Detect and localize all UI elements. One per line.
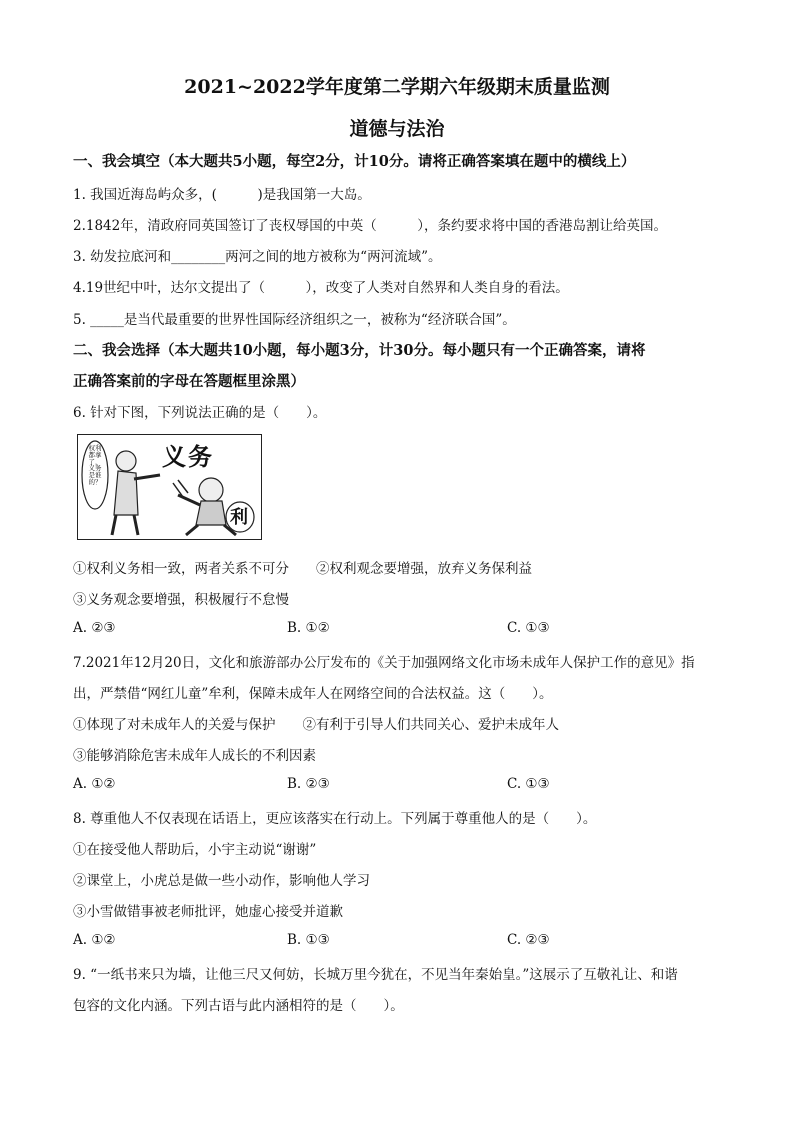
subject-title: 道德与法治 (349, 118, 445, 140)
question-9-stem-line2: 包容的文化内涵。下列古语与此内涵相符的是（ ）。 (73, 998, 404, 1014)
rights-duties-cartoon (77, 434, 262, 540)
bubble-text: 权利都拿了，义务是谁的？ (88, 444, 102, 486)
question-7-statement-1: ①体现了对未成年人的关爱与保护 ②有利于引导人们共同关心、爱护未成年人 (73, 717, 559, 733)
right-man-head (199, 478, 223, 502)
question-7-option-c[interactable]: C. ①③ (507, 776, 550, 792)
cartoon-word-duty: 义务 (162, 442, 214, 471)
question-8-option-c[interactable]: C. ②③ (507, 932, 550, 948)
section2-heading-line2: 正确答案前的字母在答题框里涂黑） (73, 373, 305, 390)
question-7-option-a[interactable]: A. ①② (73, 776, 116, 792)
question-7-stem-line1: 7.2021年12月20日，文化和旅游部办公厅发布的《关于加强网络文化市场未成年人保护工作的意见》指 (73, 655, 695, 671)
question-8-statement-3: ③小雪做错事被老师批评，她虚心接受并道歉 (73, 904, 343, 920)
left-man-head (116, 451, 136, 471)
exam-title: 2021~2022学年度第二学期六年级期末质量监测 (184, 76, 610, 98)
section2-heading-line1: 二、我会选择（本大题共10小题，每小题3分，计30分。每小题只有一个正确答案，请将 (73, 342, 646, 359)
question-7-option-b[interactable]: B. ②③ (287, 776, 330, 792)
question-8-statement-1: ①在接受他人帮助后，小宇主动说“谢谢” (73, 842, 317, 858)
question-7-statement-2: ③能够消除危害未成年人成长的不利因素 (73, 748, 316, 764)
question-3: 3. 幼发拉底河和________两河之间的地方被称为“两河流域”。 (73, 249, 442, 265)
question-8-statement-2: ②课堂上，小虎总是做一些小动作，影响他人学习 (73, 873, 370, 889)
question-6-option-c[interactable]: C. ①③ (507, 620, 550, 636)
question-8-stem: 8. 尊重他人不仅表现在话语上，更应该落实在行动上。下列属于尊重他人的是（ ）。 (73, 811, 597, 827)
question-8-option-b[interactable]: B. ①③ (287, 932, 330, 948)
question-6-stem: 6. 针对下图，下列说法正确的是（ ）。 (73, 405, 327, 421)
question-6-option-b[interactable]: B. ①② (287, 620, 330, 636)
question-4: 4.19世纪中叶，达尔文提出了（ ），改变了人类对自然界和人类自身的看法。 (73, 280, 569, 296)
question-6-option-a[interactable]: A. ②③ (73, 620, 116, 636)
cartoon-word-right: 利 (230, 507, 248, 528)
section1-heading: 一、我会填空（本大题共5小题，每空2分，计10分。请将正确答案填在题中的横线上） (73, 153, 636, 170)
question-1: 1. 我国近海岛屿众多，( )是我国第一大岛。 (73, 187, 371, 203)
question-6-statement-1: ①权利义务相一致，两者关系不可分 ②权利观念要增强，放弃义务保利益 (73, 561, 532, 577)
question-9-stem-line1: 9. “一纸书来只为墙，让他三尺又何妨，长城万里今犹在，不见当年秦始皇。”这展示了互敬礼让、和谐 (73, 967, 678, 983)
question-5: 5. _____是当代最重要的世界性国际经济组织之一，被称为“经济联合国”。 (73, 312, 516, 328)
question-2: 2.1842年，清政府同英国签订了丧权辱国的中英（ ），条约要求将中国的香港岛割让给英国。 (73, 218, 667, 234)
question-8-option-a[interactable]: A. ①② (73, 932, 116, 948)
question-6-statement-2: ③义务观念要增强，积极履行不怠慢 (73, 592, 289, 608)
question-7-stem-line2: 出，严禁借“网红儿童”牟利，保障未成年人在网络空间的合法权益。这（ ）。 (73, 686, 553, 702)
